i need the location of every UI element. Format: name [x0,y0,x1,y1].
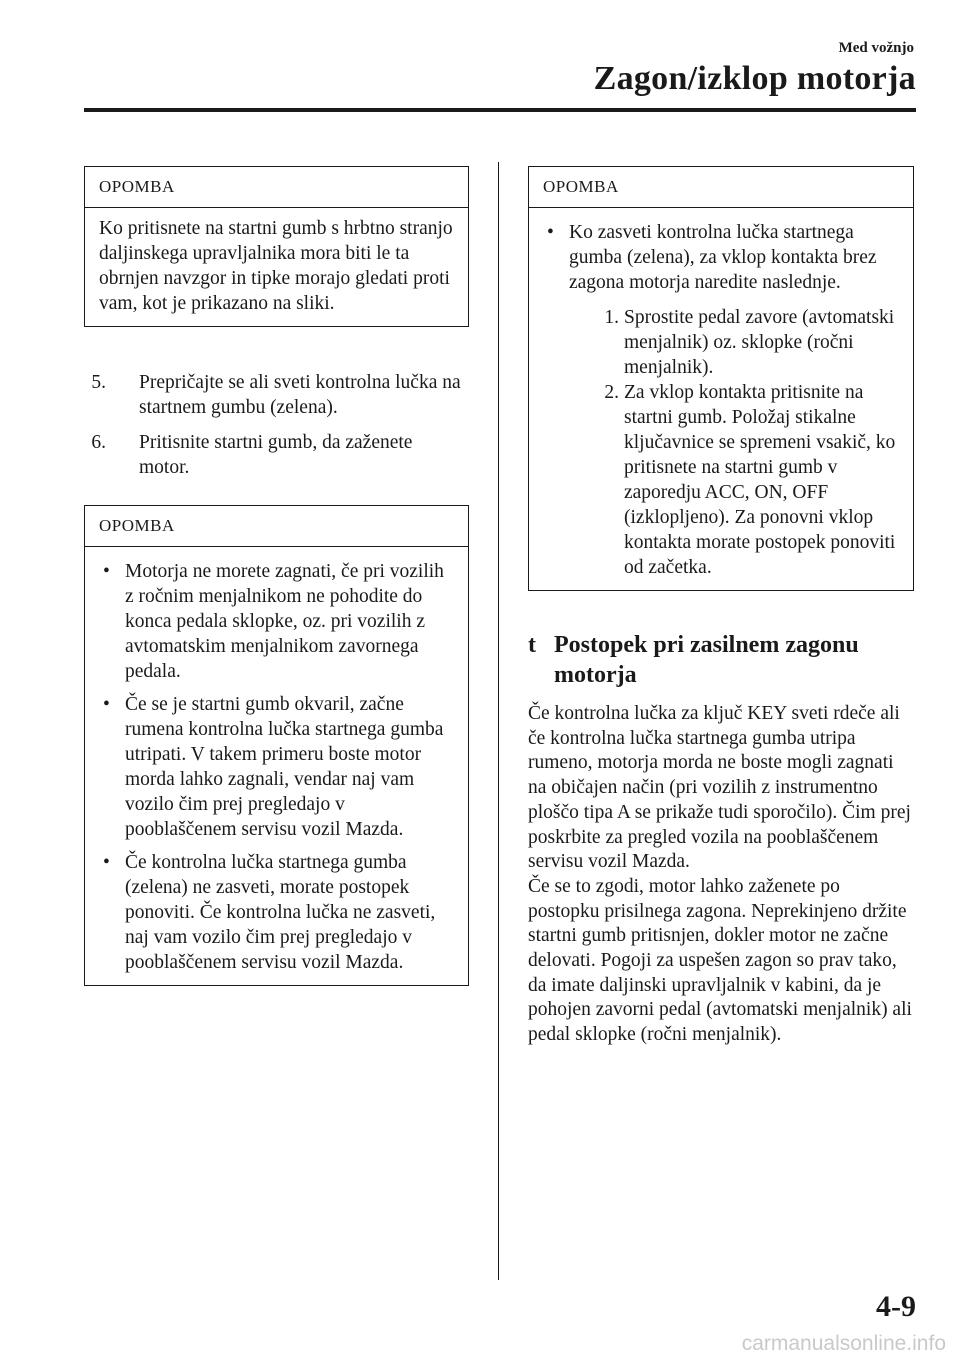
note-box-remote [84,166,469,327]
section-heading [528,630,908,690]
header-rule [84,108,916,112]
bullet-item [99,692,454,842]
note-title: OPOMBA [85,506,468,547]
bullet-text: Če kontrolna lučka startnega gumba (zelena) ne zasveti, morate postopek ponoviti. Če kontrolna lučka ne zasveti, naj vam vozilo čim prej pregledajo v pooblaščenem servisu vozil Mazda. [125,852,436,973]
section-name: Med vožnjo [838,40,914,56]
bullet-text: Če se je startni gumb okvaril, začne rumena kontrolna lučka startnega gumba utripati. V takem primeru boste motor morda lahko zagnali, vendar naj vam vozilo čim prej pregledajo v pooblaščenem servisu vozil Mazda. [125,694,444,840]
step-item [84,370,464,420]
note-title: OPOMBA [85,167,468,208]
ignition-steps [569,305,899,580]
note-title: OPOMBA [529,167,913,208]
step-item [84,430,464,480]
step-number: 1. [604,307,619,328]
step-number: 2. [604,382,619,403]
watermark: carmanualsonline.info [741,1332,946,1355]
emergency-start-text [528,702,912,1048]
note-box-start-conditions [84,505,469,986]
section-title: Postopek pri zasilnem zagonu motorja [554,632,859,688]
bullet-text: Ko zasveti kontrolna lučka startnega gumba (zelena), za vklop kontakta brez zagona motorja naredite naslednje. [569,222,877,293]
bullet-item [99,850,454,975]
step-text: Za vklop kontakta pritisnite na startni gumb. Položaj stikalne ključavnice se spremeni vsakič, ko pritisnete na startni gumb v zaporedju ACC, ON, OFF (izklopljeno). Za ponovni vklop kontakta morate postopek ponoviti od začetka. [624,382,896,578]
bullet-text: Motorja ne morete zagnati, če pri vozilih z ročnim menjalnikom ne pohodite do konca pedala sklopke, oz. pri vozilih z avtomatskim menjalnikom zavornega pedala. [125,561,444,682]
start-steps [84,370,464,490]
section-marker-icon: t [528,632,536,658]
bullet-icon: • [103,561,110,582]
page-number: 4-9 [876,1290,916,1323]
step-text: Prepričajte se ali sveti kontrolna lučka na startnem gumbu (zelena). [139,372,461,418]
note-body [85,547,468,985]
step-item [569,305,899,380]
column-divider [498,162,499,1280]
bullet-item [99,559,454,684]
step-item [569,380,899,580]
step-text: Pritisnite startni gumb, da zaženete motor. [139,432,413,478]
paragraph: Če kontrolna lučka za ključ KEY sveti rdeče ali če kontrolna lučka startnega gumba utripa rumeno, motorja morda ne boste mogli zagnati na običajen način (pri vozilih z instrumentno ploščo tipa A se prikaže tudi sporočilo). Čim prej poskrbite za pregled vozila na pooblaščenem servisu vozil Mazda. [528,703,911,873]
note-text: Ko pritisnete na startni gumb s hrbtno stranjo daljinskega upravljalnika mora biti le ta obrnjen navzgor in tipke morajo gledati proti vam, kot je prikazano na sliki. [99,218,453,314]
step-number: 5. [91,372,106,393]
step-number: 6. [91,432,106,453]
bullet-icon: • [103,694,110,715]
bullet-icon: • [103,852,110,873]
paragraph: Če se to zgodi, motor lahko zaženete po postopku prisilnega zagona. Neprekinjeno držite startni gumb pritisnjen, dokler motor ne začne delovati. Pogoji za uspešen zagon so prav tako, da imate daljinski upravljalnik v kabini, da je pohojen zavorni pedal (avtomatski menjalnik) ali pedal sklopke (ročni menjalnik). [528,875,912,1046]
bullet-icon: • [547,222,554,243]
page-title: Zagon/izklop motorja [593,60,916,97]
note-box-ignition [528,166,914,591]
bullet-item [543,220,899,580]
note-body [529,208,913,590]
step-text: Sprostite pedal zavore (avtomatski menjalnik) oz. sklopke (ročni menjalnik). [624,307,895,378]
